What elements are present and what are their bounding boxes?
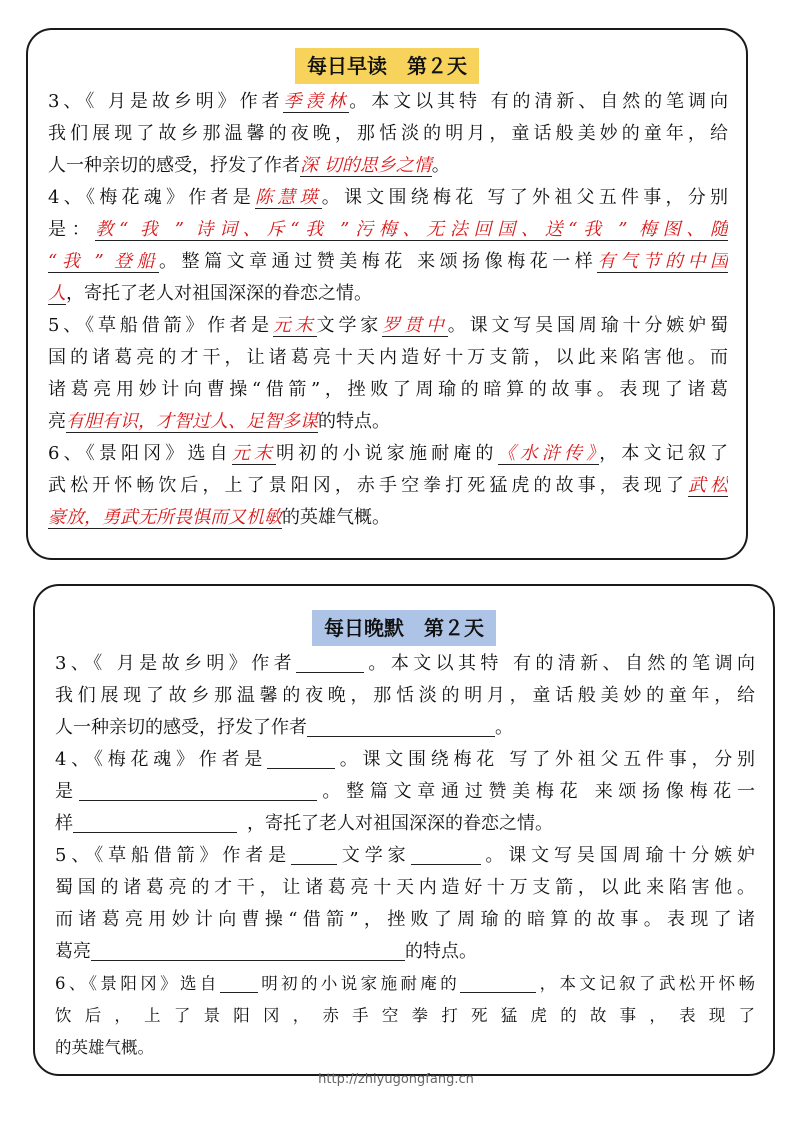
- evening-dictation-title: 每日晚默 第２天: [312, 610, 496, 646]
- text-line: [48, 86, 728, 118]
- answer: 有气节的中国: [597, 251, 728, 272]
- text-line: 的英雄气概。: [55, 1038, 154, 1057]
- text: ，本文记叙了: [599, 443, 728, 464]
- answer: 人: [48, 283, 66, 304]
- text: 。课文写吴国周瑜十分嫉妒: [480, 845, 755, 866]
- answer-blank[interactable]: [411, 844, 481, 865]
- text: 。本文以其特 有的清新、自然的笔调向: [349, 91, 728, 112]
- text: 6、《景阳冈》选自: [55, 974, 220, 993]
- text-line: 饮后，上了景阳冈，赤手空拳打死猛虎的故事，表现了: [55, 1006, 755, 1025]
- text: 。课文围绕梅花 写了外祖父五件事，分别: [321, 187, 728, 208]
- answer-blank[interactable]: [296, 652, 364, 673]
- text: 。: [431, 155, 450, 176]
- evening-dictation-text: [55, 648, 755, 1064]
- answer: 豪放，勇武无所畏惧而又机敏: [48, 507, 282, 528]
- morning-reading-text: [48, 86, 728, 534]
- text: 5、《草船借箭》作者是: [48, 315, 273, 336]
- text-line: [48, 150, 728, 182]
- text: 。: [495, 717, 513, 738]
- answer-blank[interactable]: [291, 844, 337, 865]
- text-line: [48, 470, 728, 502]
- text-line: [48, 246, 728, 278]
- text: 的特点。: [405, 941, 477, 962]
- evening-dictation-card: [33, 584, 775, 1076]
- text: 。课文写吴国周瑜十分嫉妒蜀: [447, 315, 728, 336]
- answer: 元末: [231, 443, 277, 464]
- answer: 罗贯中: [382, 315, 448, 336]
- text: ，寄托了老人对祖国深深的眷恋之情。: [66, 283, 372, 304]
- text: 葛亮: [55, 941, 91, 962]
- answer-blank[interactable]: [460, 972, 536, 993]
- text-line: [55, 712, 755, 744]
- website-url: http://zhiyugongfang.cn: [318, 1072, 474, 1087]
- text: 武松开怀畅饮后，上了景阳冈，赤手空拳打死猛虎的故事，表现了: [48, 475, 688, 496]
- answer-blank[interactable]: [307, 716, 495, 737]
- text-line: 我们展现了故乡那温馨的夜晚，那恬淡的明月，童话般美妙的童年，给: [48, 123, 728, 144]
- morning-reading-card: [26, 28, 748, 560]
- text-line: [48, 214, 728, 246]
- text: 的英雄气概。: [282, 507, 390, 528]
- text: 样: [55, 813, 73, 834]
- text-line: [55, 936, 755, 968]
- answer: 深 切的思乡之情: [300, 155, 432, 176]
- text: 明初的小说家施耐庵的: [257, 974, 461, 993]
- answer-blank[interactable]: [73, 812, 237, 833]
- text-line: 我们展现了故乡那温馨的夜晚，那恬淡的明月，童话般美妙的童年，给: [55, 685, 755, 706]
- text: 。课文围绕梅花 写了外祖父五件事，分别: [334, 749, 755, 770]
- answer-blank[interactable]: [267, 748, 335, 769]
- text: 是: [55, 781, 79, 802]
- text-line: [48, 310, 728, 342]
- text: 人一种亲切的感受，抒发了作者: [48, 155, 300, 176]
- text: 4、《梅花魂》作者是: [55, 749, 267, 770]
- answer: 教“ 我 ” 诗词、斥“我 ”污梅、无法回国、送“我 ” 梅图、随: [95, 219, 728, 240]
- text: 。本文以其特 有的清新、自然的笔调向: [364, 653, 755, 674]
- text: 3、《 月是故乡明》作者: [48, 91, 284, 112]
- text-line: [48, 438, 728, 470]
- text-line: 国的诸葛亮的才干，让诸葛亮十天内造好十万支箭，以此来陷害他。而: [48, 347, 728, 368]
- text: 亮: [48, 411, 66, 432]
- answer-blank[interactable]: [91, 940, 405, 961]
- answer: “我 ” 登船: [48, 251, 160, 272]
- text-line: [55, 840, 755, 872]
- answer-blank[interactable]: [220, 972, 258, 993]
- text-line: 诸葛亮用妙计向曹操“借箭”，挫败了周瑜的暗算的故事。表现了诸葛: [48, 379, 728, 400]
- text-line: [55, 968, 755, 1000]
- text: 文学家: [316, 315, 383, 336]
- answer: 武松: [687, 475, 728, 496]
- text-line: [48, 406, 728, 438]
- text: 文学家: [337, 845, 411, 866]
- text: 6、《景阳冈》选自: [48, 443, 232, 464]
- text-line: [48, 182, 728, 214]
- text-line: [55, 776, 755, 808]
- text-line: [48, 502, 728, 534]
- text: 的特点。: [318, 411, 390, 432]
- text: ，本文记叙了武松开怀畅: [536, 974, 755, 993]
- text: ，寄托了老人对祖国深深的眷恋之情。: [247, 813, 553, 834]
- answer: 元末: [272, 315, 317, 336]
- answer-blank[interactable]: [79, 780, 317, 801]
- text: 4、《梅花魂》作者是: [48, 187, 255, 208]
- text: 。整篇文章通过赞美梅花 来颂扬像梅花一样: [159, 251, 598, 272]
- answer: 《水浒传》: [497, 443, 600, 464]
- text: 3、《 月是故乡明》作者: [55, 653, 297, 674]
- answer: 季羡林: [283, 91, 350, 112]
- answer: 有胆有识，才智过人、足智多谋: [66, 411, 318, 432]
- text-line: [55, 744, 755, 776]
- text-line: [55, 808, 755, 840]
- text: 5、《草船借箭》作者是: [55, 845, 292, 866]
- text: 。整篇文章通过赞美梅花 来颂扬像梅花一: [316, 781, 755, 802]
- text: 人一种亲切的感受，抒发了作者: [55, 717, 307, 738]
- answer: 陈慧瑛: [254, 187, 322, 208]
- text-line: 蜀国的诸葛亮的才干，让诸葛亮十天内造好十万支箭，以此来陷害他。: [55, 877, 755, 898]
- text-line: [48, 278, 728, 310]
- text-line: 而诸葛亮用妙计向曹操“借箭”，挫败了周瑜的暗算的故事。表现了诸: [55, 909, 755, 930]
- text: 明初的小说家施耐庵的: [276, 443, 498, 464]
- text-line: [55, 648, 755, 680]
- morning-reading-title: 每日早读 第２天: [295, 48, 479, 84]
- text: 是：: [48, 219, 96, 240]
